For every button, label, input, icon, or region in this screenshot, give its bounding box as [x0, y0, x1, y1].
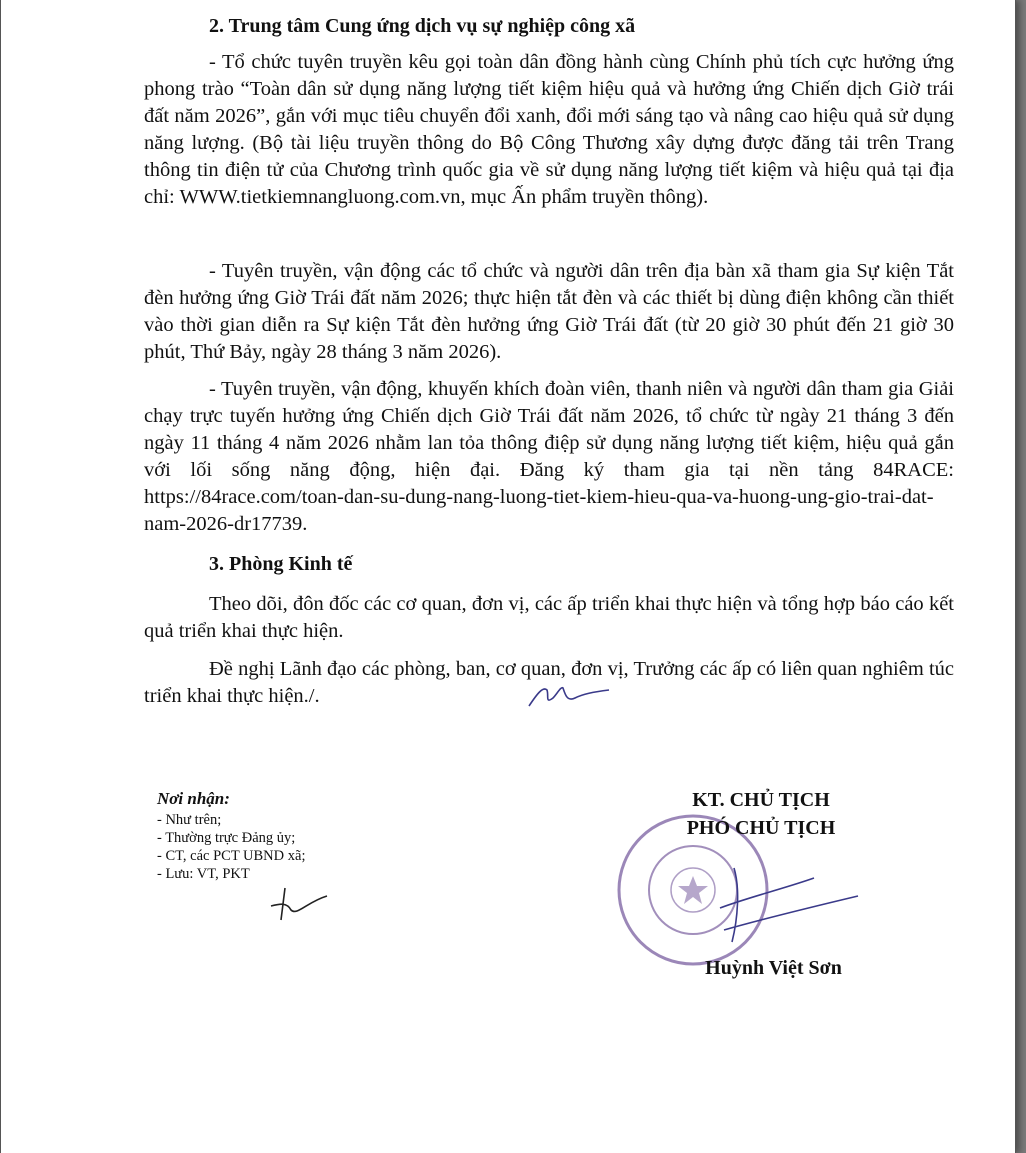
section-2-paragraph-3: - Tuyên truyền, vận động, khuyến khích đoàn viên, thanh niên và người dân tham gia Giải chạy trực tuyến hưởng ứng Chiến dịch Giờ Trái đất năm 2026, tổ chức từ ngày 21 tháng 3 đến ngày 11 tháng 4 năm 2026 nhằm lan tỏa thông điệp sử dụng năng lượng tiết kiệm, hiệu quả gắn với lối sống năng động, hiện đại. Đăng ký tham gia tại nền tảng 84RACE: https://84race.com/toan-dan-su-dung-nang-luong-tiet-kiem-hieu-qua-va-huong-ung-gio-trai-dat-nam-2026-dr17739.	[144, 378, 954, 535]
section-3-paragraph-1: Theo dõi, đôn đốc các cơ quan, đơn vị, các ấp triển khai thực hiện và tổng hợp báo cáo kết quả triển khai thực hiện.	[144, 593, 954, 642]
recipient-item: - Thường trực Đảng ủy;	[157, 830, 296, 846]
signature-block	[601, 786, 921, 842]
recipient-item: - CT, các PCT UBND xã;	[157, 848, 306, 864]
handwritten-signature-icon	[716, 858, 866, 948]
handwritten-signature-icon	[263, 880, 333, 926]
signer-role-line-2: PHÓ CHỦ TỊCH	[686, 817, 836, 839]
section-3-paragraph-2: Đề nghị Lãnh đạo các phòng, ban, cơ quan, đơn vị, Trưởng các ấp có liên quan nghiêm túc triển khai thực hiện./.	[144, 658, 954, 707]
section-2-heading: 2. Trung tâm Cung ứng dịch vụ sự nghiệp công xã	[209, 15, 636, 37]
section-2-paragraph-2: - Tuyên truyền, vận động các tổ chức và người dân trên địa bàn xã tham gia Sự kiện Tắt đèn hưởng ứng Giờ Trái đất năm 2026; thực hiện tắt đèn và các thiết bị dùng điện không cần thiết vào thời gian diễn ra Sự kiện Tắt đèn hưởng ứng Giờ Trái đất (từ 20 giờ 30 phút đến 21 giờ 30 phút, Thứ Bảy, ngày 28 tháng 3 năm 2026).	[144, 260, 954, 363]
recipients-block	[157, 788, 417, 883]
recipient-item: - Lưu: VT, PKT	[157, 866, 250, 882]
signer-name: Huỳnh Việt Sơn	[705, 957, 842, 979]
section-3-heading: 3. Phòng Kinh tế	[209, 553, 353, 575]
section-2-paragraph-1: - Tổ chức tuyên truyền kêu gọi toàn dân đồng hành cùng Chính phủ tích cực hưởng ứng phong trào “Toàn dân sử dụng năng lượng tiết kiệm hiệu quả và hưởng ứng Chiến dịch Giờ trái đất năm 2026”, gắn với mục tiêu chuyển đổi xanh, đổi mới sáng tạo và nâng cao hiệu quả sử dụng năng lượng. (Bộ tài liệu truyền thông do Bộ Công Thương xây dựng được đăng tải trên Trang thông tin điện tử của Chương trình quốc gia về sử dụng năng lượng tiết kiệm và hiệu quả tại địa chỉ: WWW.tietkiemnangluong.com.vn, mục Ấn phẩm truyền thông).	[144, 51, 954, 208]
recipients-title: Nơi nhận:	[157, 789, 230, 808]
recipient-item: - Như trên;	[157, 812, 222, 828]
handwritten-initials-icon	[523, 676, 613, 716]
signer-role-line-1: KT. CHỦ TỊCH	[692, 789, 830, 811]
